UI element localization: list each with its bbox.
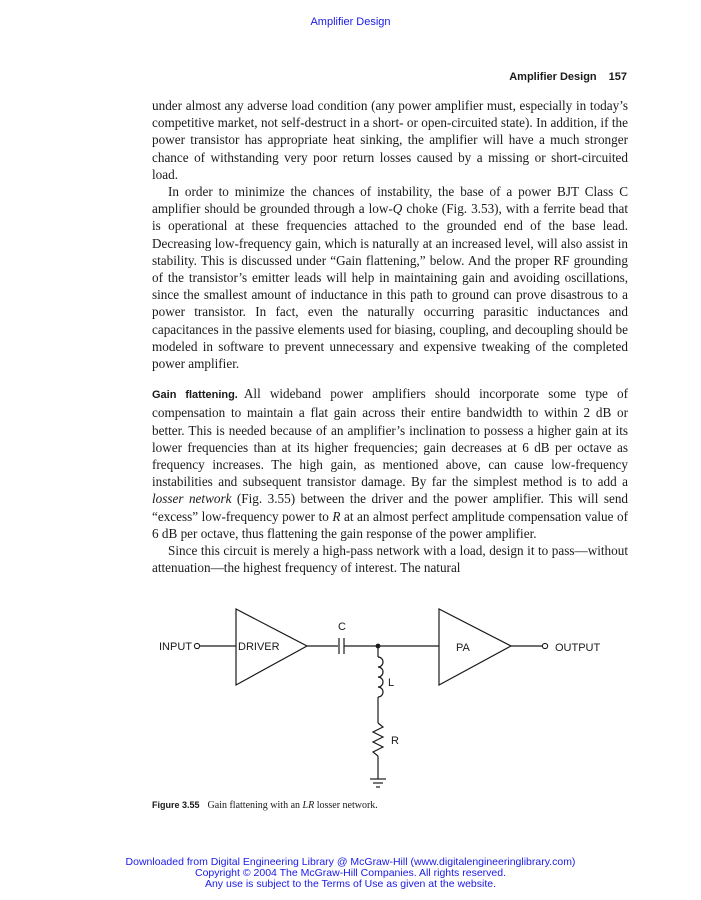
download-footer <box>0 857 701 890</box>
driver-label: DRIVER <box>238 641 280 653</box>
resistor-zigzag <box>373 723 383 756</box>
input-terminal <box>194 643 199 648</box>
input-label: INPUT <box>159 641 192 653</box>
inductor-label: L <box>388 677 395 689</box>
pa-label: PA <box>456 642 470 654</box>
footer-terms-link[interactable]: Any use is subject to the Terms of Use as given at the website. <box>204 878 497 890</box>
resistor-label: R <box>391 735 399 747</box>
p2-text-b: choke (Fig. 3.53), with a ferrite bead that is operational at these frequencies attached to the grounded end of the base lead. Decreasing low-frequency gain, which is naturally at an increased level, will also assist in stability. This is discussed under “Gain flattening,” below. And the proper RF grounding of the transistor’s emitter leads will help in maintaining gain and avoiding oscillations, since the smallest amount of inductance in this path to ground can prove disastrous to a power transistor. In fact, even the naturally occurring parasitic inductances and capacitances in the passive elements used for biasing, coupling, and decoupling should be modeled in software to prevent unnecessary and expensive tweaking of the completed power amplifier. <box>152 201 629 372</box>
figure-caption <box>152 800 628 811</box>
losser-network-diagram <box>152 605 628 801</box>
junction-node <box>376 644 381 649</box>
p3-text-b: (Fig. 3.55) between the driver and the power amplifier. This will send “excess” low-frequency power to <box>152 491 629 524</box>
running-header <box>509 71 627 83</box>
caption-emphasis: LR <box>302 800 315 811</box>
page-number: 157 <box>608 71 627 83</box>
footer-copyright[interactable]: Copyright © 2004 The McGraw-Hill Companies. All rights reserved. <box>195 867 506 879</box>
capacitor-label: C <box>338 621 346 633</box>
footer-download-link[interactable]: Downloaded from Digital Engineering Library @ McGraw-Hill (www.digitalengineeringlibrary.com) <box>125 856 576 868</box>
p2-text-a: In order to minimize the chances of instability, the base of a power BJT Class C amplifier should be grounded through a low- <box>152 184 628 217</box>
paragraph-2 <box>152 183 628 372</box>
paragraph-1: under almost any adverse load condition (any power amplifier must, especially in today’s competitive market, not self-destruct in a short- or open-circuited state). In addition, if the power transistor has appropriate heat sinking, the amplifier will have a much stronger chance of withstanding very poor return losses caused by a missing or short-circuited load. <box>152 98 628 182</box>
top-chapter-link[interactable]: Amplifier Design <box>310 16 391 28</box>
pa-amplifier-symbol <box>439 609 511 685</box>
output-terminal <box>542 643 547 648</box>
body-text <box>152 97 628 576</box>
p3-text-a: All wideband power amplifiers should incorporate some type of compensation to maintain a flat gain across their entire bandwidth to within 2 dB or better. This is needed because of an amplifier’s inclination to possess a higher gain at its lower frequencies than at its higher frequencies; gain decreases at 6 dB per octave as frequency increases. The high gain, as mentioned above, can cause low-frequency instabilities and subsequent transistor damage. By far the simplest method is to add a <box>152 386 628 490</box>
inductor-coil <box>378 657 383 697</box>
caption-text-b: losser network. <box>314 800 378 811</box>
paragraph-4: Since this circuit is merely a high-pass network with a load, design it to pass—without attenuation—the highest frequency of interest. The natural <box>152 543 628 576</box>
section-heading-gain-flattening: Gain flattening. <box>152 389 238 402</box>
p3-text-c: at an almost perfect amplitude compensation value of 6 dB per octave, thus flattening the gain response of the power amplifier. <box>152 508 628 541</box>
figure-3-55 <box>152 605 628 801</box>
p3-emphasis: losser network <box>152 491 232 507</box>
paragraph-3 <box>152 385 628 542</box>
figure-number: Figure 3.55 <box>152 800 200 810</box>
running-title: Amplifier Design <box>509 71 597 83</box>
p3-r-symbol: R <box>332 508 341 524</box>
caption-text-a: Gain flattening with an <box>207 800 303 811</box>
p2-q-symbol: Q <box>392 201 403 217</box>
output-label: OUTPUT <box>555 642 601 654</box>
